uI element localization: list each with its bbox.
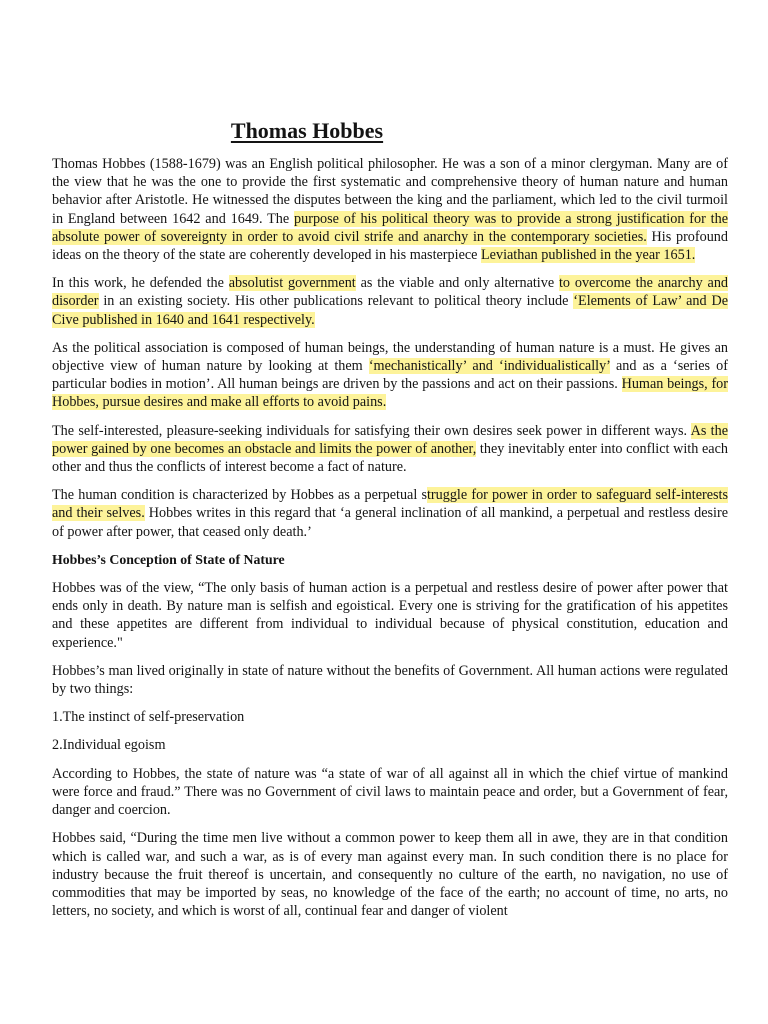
text-run: Hobbes said, “During the time men live without a common power to keep them all in awe, they are in that condition which is called war, and such a war, as is of every man against every man. In such condition there is no place for industry because the fruit thereof is uncertain, and consequently no culture of the earth, no navigation, no use of commodities that may be imported by seas, no knowledge of the face of the earth; no account of time, no arts, no letters, no society, and which is worst of all, continual fear and danger of violent bbox=[52, 830, 728, 920]
paragraph bbox=[52, 155, 728, 264]
highlighted-text: ‘Elements of Law’ and De Cive published in 1640 and 1641 respectively. bbox=[52, 293, 728, 328]
highlighted-text: to overcome the anarchy and disorder bbox=[52, 275, 729, 310]
highlighted-text: As the power gained by one becomes an obstacle and limits the power of another, bbox=[52, 422, 728, 457]
paragraph bbox=[52, 422, 728, 477]
text-run: Hobbes was of the view, “The only basis of human action is a perpetual and restless desire of power after power that ends only in death. By nature man is selfish and egoistical. Every one is striving for the gratification of his appetites and these appetites are different from individual to individual because of physical constitution, education and experience." bbox=[52, 580, 728, 651]
paragraph bbox=[52, 486, 728, 541]
list-item bbox=[52, 736, 728, 754]
list-item bbox=[52, 708, 728, 726]
highlighted-text: Human beings, for Hobbes, pursue desires and make all efforts to avoid pains. bbox=[52, 376, 728, 411]
paragraph bbox=[52, 339, 728, 412]
text-run: The self-interested, pleasure-seeking individuals for satisfying their own desires seek power in different ways. bbox=[52, 422, 691, 439]
document-body bbox=[52, 155, 728, 930]
paragraph bbox=[52, 274, 728, 329]
text-run: As the political association is composed of human beings, the understanding of human nature is a must. He gives an objective view of human nature by looking at them bbox=[52, 339, 728, 375]
highlighted-text: Leviathan published in the year 1651. bbox=[481, 247, 696, 264]
page-title: Thomas Hobbes bbox=[230, 118, 384, 143]
section-heading bbox=[52, 551, 728, 569]
text-run: in an existing society. His other publications relevant to political theory include bbox=[98, 293, 574, 310]
text-run: Hobbes writes in this regard that ‘a general inclination of all mankind, a perpetual and restless desire of power after power, that ceased only death.’ bbox=[52, 505, 728, 540]
paragraph bbox=[52, 829, 728, 920]
text-run: Thomas Hobbes (1588-1679) was an English political philosopher. He was a son of a minor clergyman. Many are of the view that he was the one to provide the first systematic and comprehensive theory of human nature and human behavior after Aristotle. He witnessed the disputes between the king and the parliament, which led to the civil turmoil in England between 1642 and 1649. The bbox=[52, 156, 728, 227]
highlighted-text: absolutist government bbox=[228, 275, 356, 292]
paragraph bbox=[52, 765, 728, 820]
text-run: 1.The instinct of self-preservation bbox=[52, 709, 245, 726]
text-run: According to Hobbes, the state of nature was “a state of war of all against all in which the chief virtue of mankind were force and fraud.” There was no Government of civil laws to maintain peace and order, but a Government of fear, danger and coercion. bbox=[52, 765, 728, 819]
paragraph bbox=[52, 662, 728, 698]
text-run: 2.Individual egoism bbox=[52, 737, 166, 754]
text-run: they inevitably enter into conflict with each other and thus the conflicts of interest become a fact of nature. bbox=[52, 440, 728, 476]
text-run: His profound ideas on the theory of the state are coherently developed in his masterpiece bbox=[52, 228, 728, 264]
text-run: as the viable and only alternative bbox=[355, 275, 559, 292]
highlighted-text: truggle for power in order to safeguard self-interests and their selves. bbox=[52, 487, 728, 522]
text-run: Hobbes’s Conception of State of Nature bbox=[52, 551, 285, 567]
text-run: The human condition is characterized by Hobbes as a perpetual s bbox=[52, 487, 427, 504]
text-run: In this work, he defended the bbox=[52, 275, 229, 292]
highlighted-text: purpose of his political theory was to provide a strong justification for the absolute power of sovereignty in order to avoid civil strife and anarchy in the contemporary societies. bbox=[52, 210, 728, 245]
text-run: Hobbes’s man lived originally in state of nature without the benefits of Government. All human actions were regulated by two things: bbox=[52, 662, 728, 698]
paragraph bbox=[52, 579, 728, 652]
text-run: and as a ‘series of particular bodies in motion’. All human beings are driven by the passions and act on their passions. bbox=[52, 358, 728, 393]
highlighted-text: ‘mechanistically’ and ‘individualistically’ bbox=[368, 358, 610, 375]
